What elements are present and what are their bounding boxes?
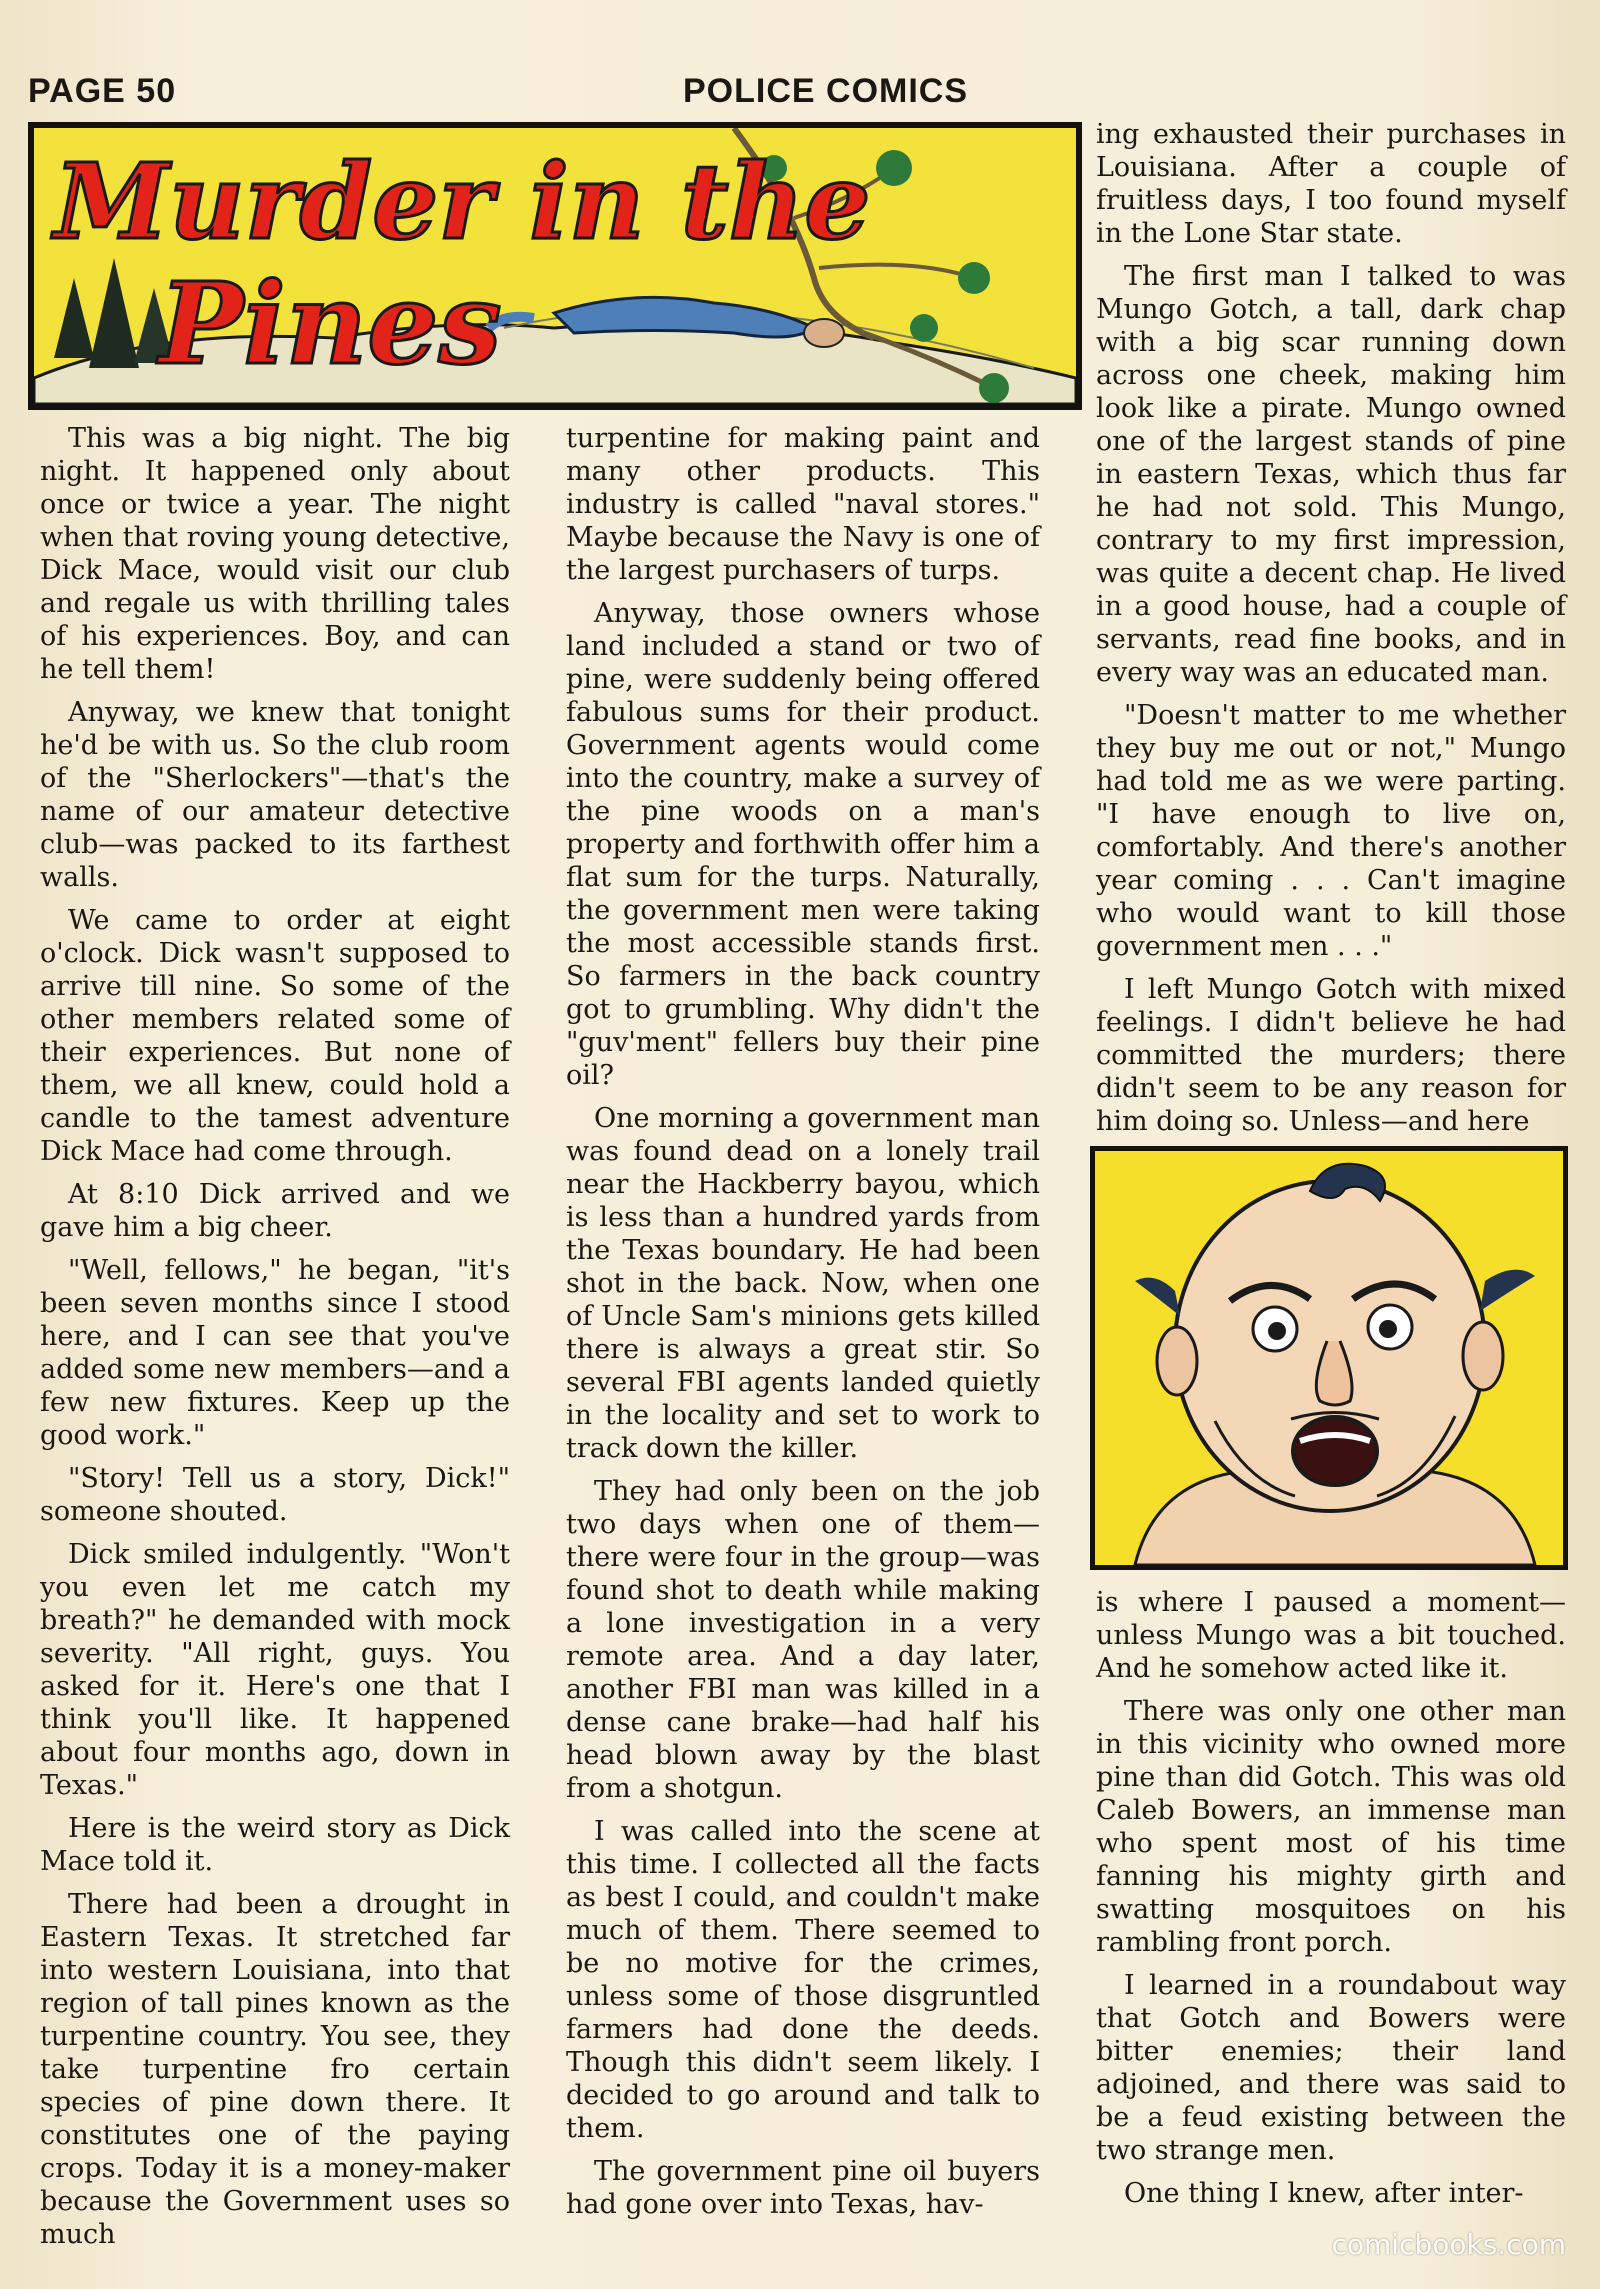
paragraph: "Well, fellows," he began, "it's been seven months since I stood here, and I can see that you've added some new members—and a few new fixtures. Keep up the good work." — [40, 1255, 510, 1451]
paragraph: is where I paused a moment—unless Mungo was a bit touched. And he somehow acted like it. — [1096, 1587, 1566, 1684]
site-watermark: comicbooks.com — [1331, 2228, 1566, 2261]
paragraph: Here is the weird story as Dick Mace told it. — [40, 1813, 510, 1877]
paragraph: "Doesn't matter to me whether they buy me out or not," Mungo had told me as we were parting. "I have enough to live on, comfortably. And there's another year coming . . . Can't imagine who would want to kill those government men . . ." — [1096, 700, 1566, 962]
paragraph: turpentine for making paint and many other products. This industry is called "naval stores." Maybe because the Navy is one of the largest purchasers of turps. — [566, 423, 1040, 586]
paragraph: The government pine oil buyers had gone over into Texas, hav- — [566, 2156, 1040, 2220]
mungo-face-illustration — [1095, 1151, 1563, 1565]
mungo-portrait-panel — [1090, 1146, 1568, 1570]
paragraph: One morning a government man was found dead on a lonely trail near the Hackberry bayou, which is less than a hundred yards from the Texas boundary. He had been shot in the back. Now, when one of Uncle Sam's minions gets killed there is always a great stir. So several FBI agents landed quietly in the locality and set to work to track down the killer. — [566, 1103, 1040, 1464]
paragraph: Anyway, we knew that tonight he'd be with us. So the club room of the "Sherlockers"—that's the name of our amateur detective club—was packed to its farthest walls. — [40, 697, 510, 893]
text-column-3-bottom — [1096, 1586, 1566, 2220]
paragraph: I learned in a roundabout way that Gotch and Bowers were bitter enemies; their land adjoined, and there was said to be a feud existing between the two strange men. — [1096, 1970, 1566, 2166]
paragraph: We came to order at eight o'clock. Dick wasn't supposed to arrive till nine. So some of the other members related some of their experiences. But none of them, we all knew, could hold a candle to the tamest adventure Dick Mace had come through. — [40, 905, 510, 1167]
paragraph: There was only one other man in this vicinity who owned more pine than did Gotch. This was old Caleb Bowers, an immense man who spent most of his time fanning his mighty girth and swatting mosquitoes on his rambling front porch. — [1096, 1696, 1566, 1958]
text-column-2 — [566, 422, 1040, 2221]
banner-title-line1: Murder in the — [54, 140, 871, 263]
paragraph: The first man I talked to was Mungo Gotch, a tall, dark chap with a big scar running down across one cheek, making him look like a pirate. Mungo owned one of the largest stands of pine in eastern Texas, which thus far he had not sold. This Mungo, contrary to my first impression, was quite a decent chap. He lived in a good house, had a couple of servants, read fine books, and in every way was an educated man. — [1096, 261, 1566, 688]
paragraph: This was a big night. The big night. It happened only about once or twice a year. The night when that roving young detective, Dick Mace, would visit our club and regale us with thrilling tales of his experiences. Boy, and can he tell them! — [40, 423, 510, 685]
page-number: PAGE 50 — [28, 72, 177, 110]
text-column-3-top — [1096, 118, 1566, 1148]
paragraph: There had been a drought in Eastern Texas. It stretched far into western Louisiana, into that region of tall pines known as the turpentine country. You see, they take turpentine fro certain species of pine down there. It constitutes one of the paying crops. Today it is a money-maker because the Government uses so much — [40, 1889, 510, 2250]
banner-title-line2: Pines — [159, 259, 502, 390]
paragraph: Anyway, those owners whose land included a stand or two of pine, were suddenly being offered fabulous sums for their product. Government agents would come into the country, make a survey of the pine woods on a man's property and forthwith offer him a flat sum for the turps. Naturally, the government men were taking the most accessible stands first. So farmers in the back country got to grumbling. Why didn't the "guv'ment" fellers buy their pine oil? — [566, 598, 1040, 1091]
text-column-1 — [40, 422, 510, 2251]
paragraph: At 8:10 Dick arrived and we gave him a big cheer. — [40, 1179, 510, 1243]
magazine-title: POLICE COMICS — [683, 72, 969, 110]
paragraph: They had only been on the job two days when one of them—there were four in the group—was found shot to death while making a lone investigation in a very remote area. And a day later, another FBI man was killed in a dense cane brake—had half his head blown away by the blast from a shotgun. — [566, 1476, 1040, 1804]
paragraph: I was called into the scene at this time. I collected all the facts as best I could, and couldn't make much of them. There seemed to be no motive for the crimes, unless some of those disgruntled farmers had done the deeds. Though this didn't seem likely. I decided to go around and talk to them. — [566, 1816, 1040, 2144]
title-banner — [28, 122, 1082, 410]
paragraph: I left Mungo Gotch with mixed feelings. I didn't believe he had committed the murders; there didn't seem to be any reason for him doing so. Unless—and here — [1096, 974, 1566, 1137]
paragraph: ing exhausted their purchases in Louisiana. After a couple of fruitless days, I too found myself in the Lone Star state. — [1096, 119, 1566, 249]
paragraph: Dick smiled indulgently. "Won't you even let me catch my breath?" he demanded with mock severity. "All right, guys. You asked for it. Here's one that I think you'll like. It happened about four months ago, down in Texas." — [40, 1539, 510, 1801]
banner-illustration — [34, 128, 1076, 404]
paragraph: "Story! Tell us a story, Dick!" someone shouted. — [40, 1463, 510, 1527]
paragraph: One thing I knew, after inter- — [1124, 2178, 1524, 2209]
